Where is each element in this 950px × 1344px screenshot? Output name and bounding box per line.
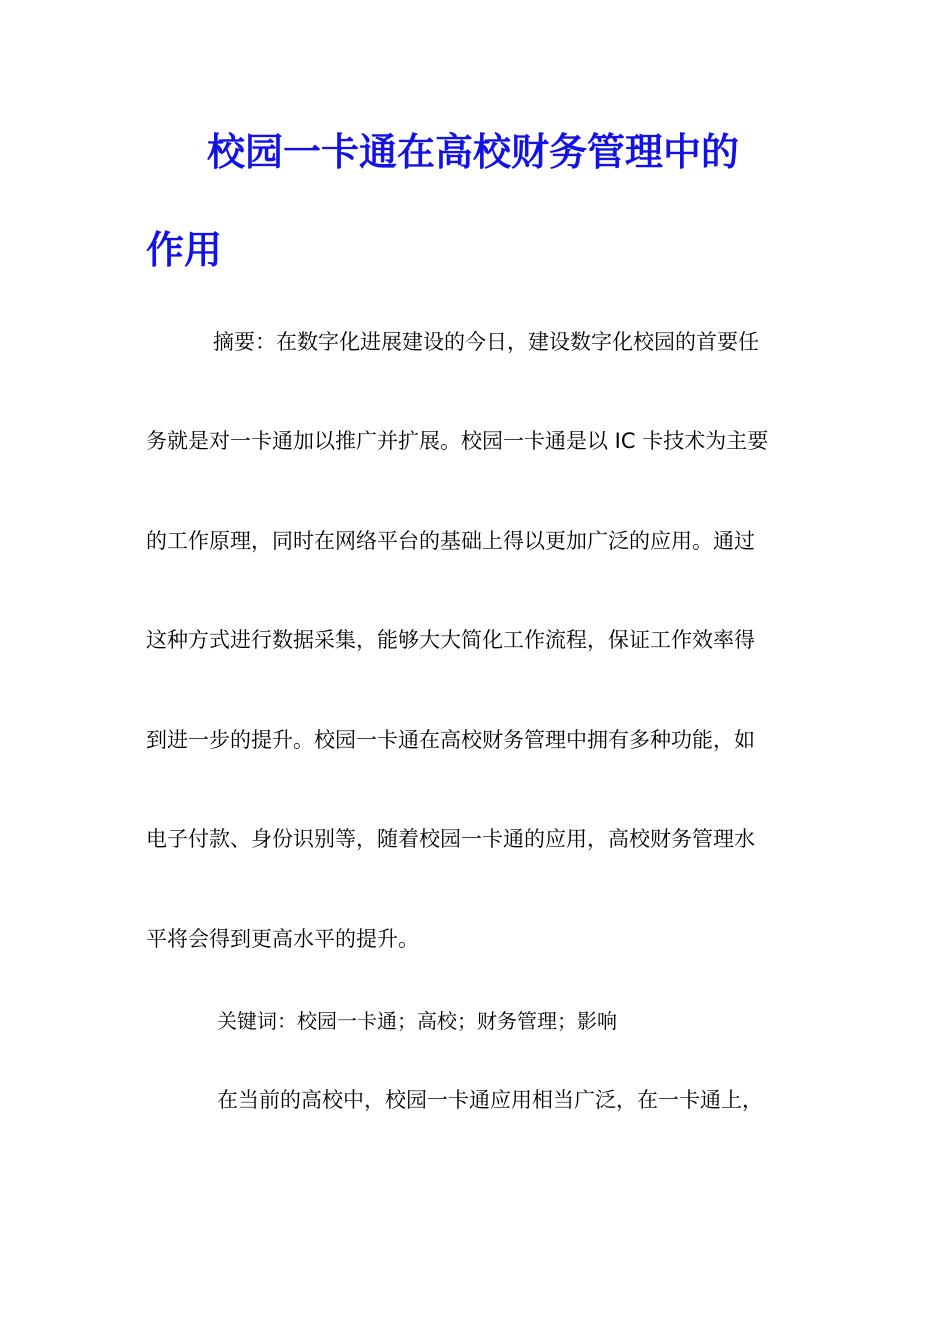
abstract-line-1: 摘要：在数字化进展建设的今日，建设数字化校园的首要任	[213, 330, 759, 354]
document-title-line-2: 作用	[146, 228, 223, 272]
abstract-line-7: 平将会得到更高水平的提升。	[146, 927, 419, 951]
abstract-line-5: 到进一步的提升。校园一卡通在高校财务管理中拥有多种功能，如	[146, 728, 755, 752]
abstract-line-6: 电子付款、身份识别等，随着校园一卡通的应用，高校财务管理水	[146, 827, 755, 851]
keywords-line: 关键词：校园一卡通；高校；财务管理；影响	[217, 1009, 617, 1033]
intro-paragraph-line-1: 在当前的高校中，校园一卡通应用相当广泛，在一卡通上，	[217, 1088, 763, 1112]
abstract-line-3: 的工作原理，同时在网络平台的基础上得以更加广泛的应用。通过	[146, 529, 755, 553]
abstract-line-4: 这种方式进行数据采集，能够大大简化工作流程，保证工作效率得	[146, 628, 755, 652]
document-title-line-1: 校园一卡通在高校财务管理中的	[207, 130, 740, 174]
abstract-line-2: 务就是对一卡通加以推广并扩展。校园一卡通是以 IC 卡技术为主要	[146, 429, 769, 453]
